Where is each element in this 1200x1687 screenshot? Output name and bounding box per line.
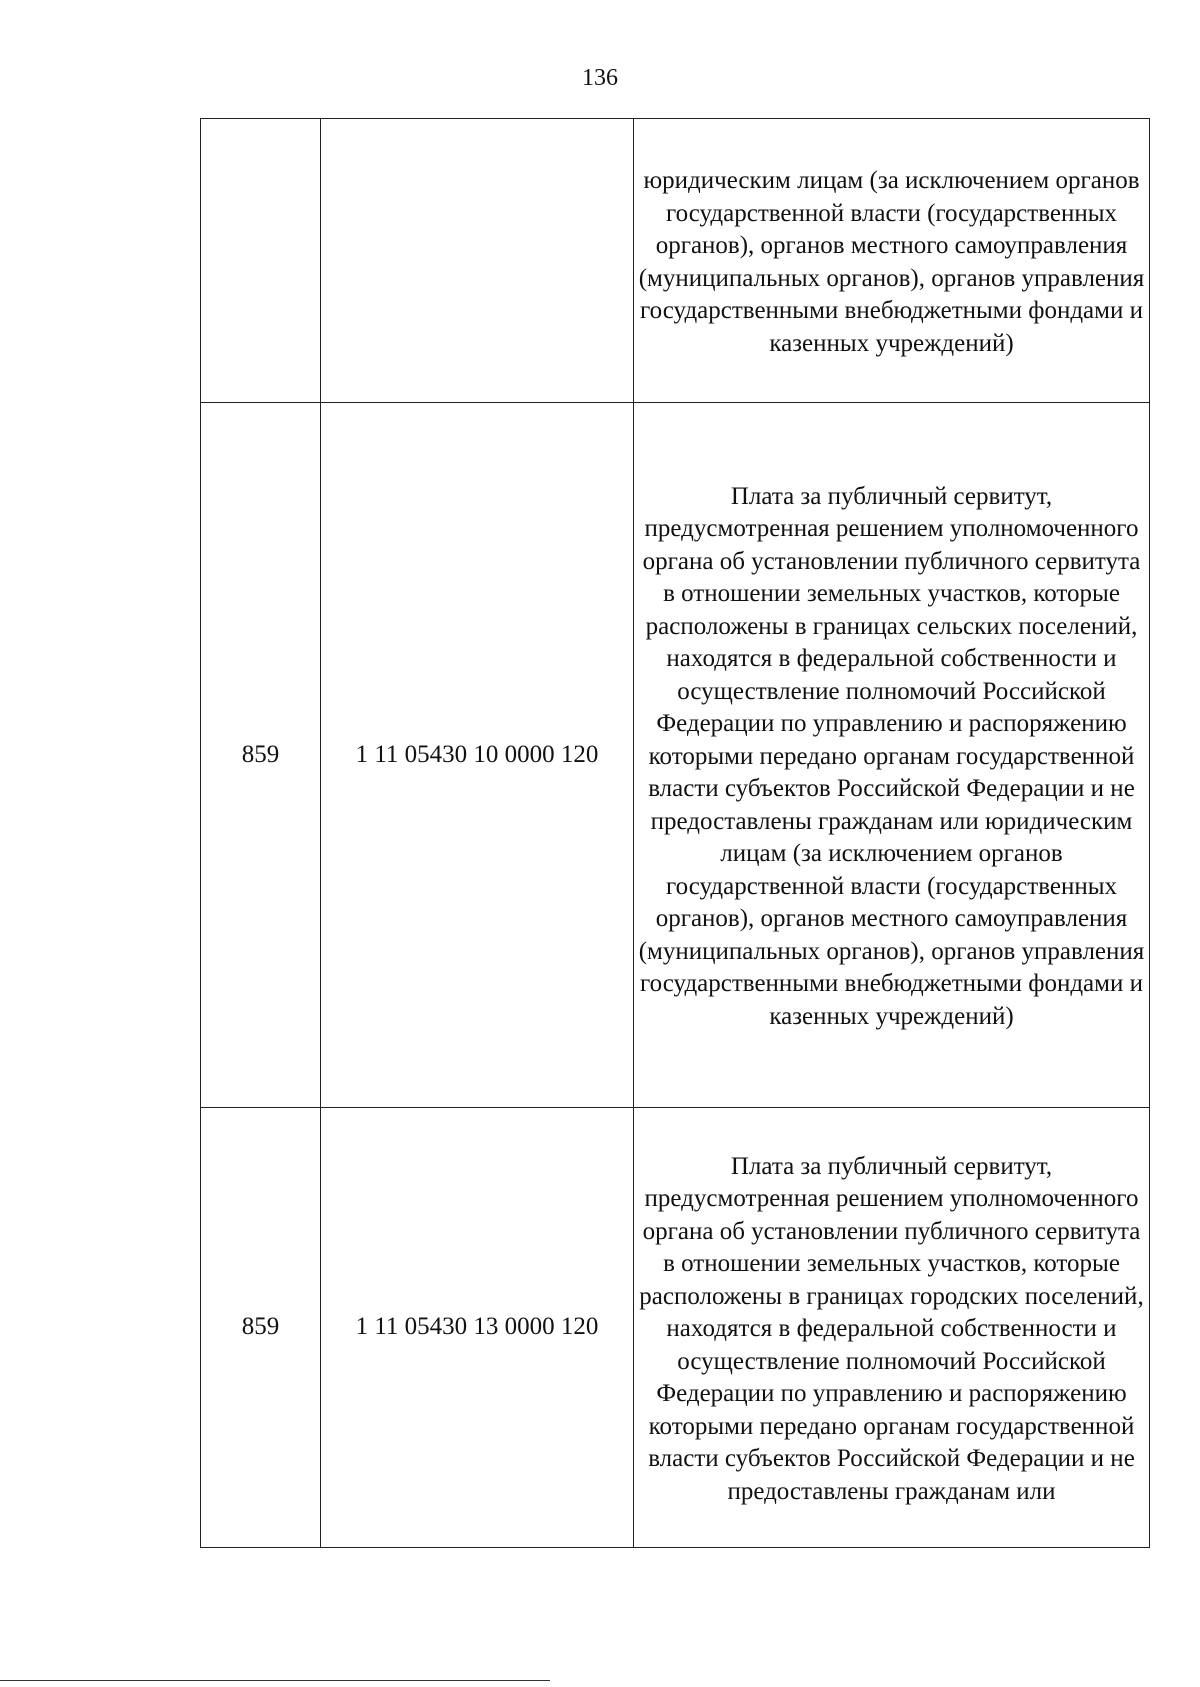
description-cell: юридическим лицам (за исключением органов государственной власти (государственных органов), органов местного самоуправления (муниципальных органов), органов управления государственными внебюджетными фондами и казенных учреждений) (634, 119, 1150, 403)
revenue-codes-table (200, 118, 1150, 1548)
admin-code-cell (201, 119, 321, 403)
admin-code-cell: 859 (201, 403, 321, 1108)
page-number: 136 (582, 65, 618, 91)
budget-code-cell: 1 11 05430 13 0000 120 (321, 1108, 634, 1548)
description-cell: Плата за публичный сервитут, предусмотренная решением уполномоченного органа об установлении публичного сервитута в отношении земельных участков, которые расположены в границах сельских поселений, находятся в федеральной собственности и осуществление полномочий Российской Федерации по управлению и распоряжению которыми передано органам государственной власти субъектов Российской Федерации и не предоставлены гражданам или юридическим лицам (за исключением органов государственной власти (государственных органов), органов местного самоуправления (муниципальных органов), органов управления государственными внебюджетными фондами и казенных учреждений) (634, 403, 1150, 1108)
budget-code-cell (321, 119, 634, 403)
admin-code-cell: 859 (201, 1108, 321, 1548)
description-cell: Плата за публичный сервитут, предусмотренная решением уполномоченного органа об установлении публичного сервитута в отношении земельных участков, которые расположены в границах городских поселений, находятся в федеральной собственности и осуществление полномочий Российской Федерации по управлению и распоряжению которыми передано органам государственной власти субъектов Российской Федерации и не предоставлены гражданам или (634, 1108, 1150, 1548)
budget-code-cell: 1 11 05430 10 0000 120 (321, 403, 634, 1108)
table-row (201, 119, 1150, 403)
footer-rule (0, 1680, 550, 1681)
table-row (201, 1108, 1150, 1548)
table-row (201, 403, 1150, 1108)
